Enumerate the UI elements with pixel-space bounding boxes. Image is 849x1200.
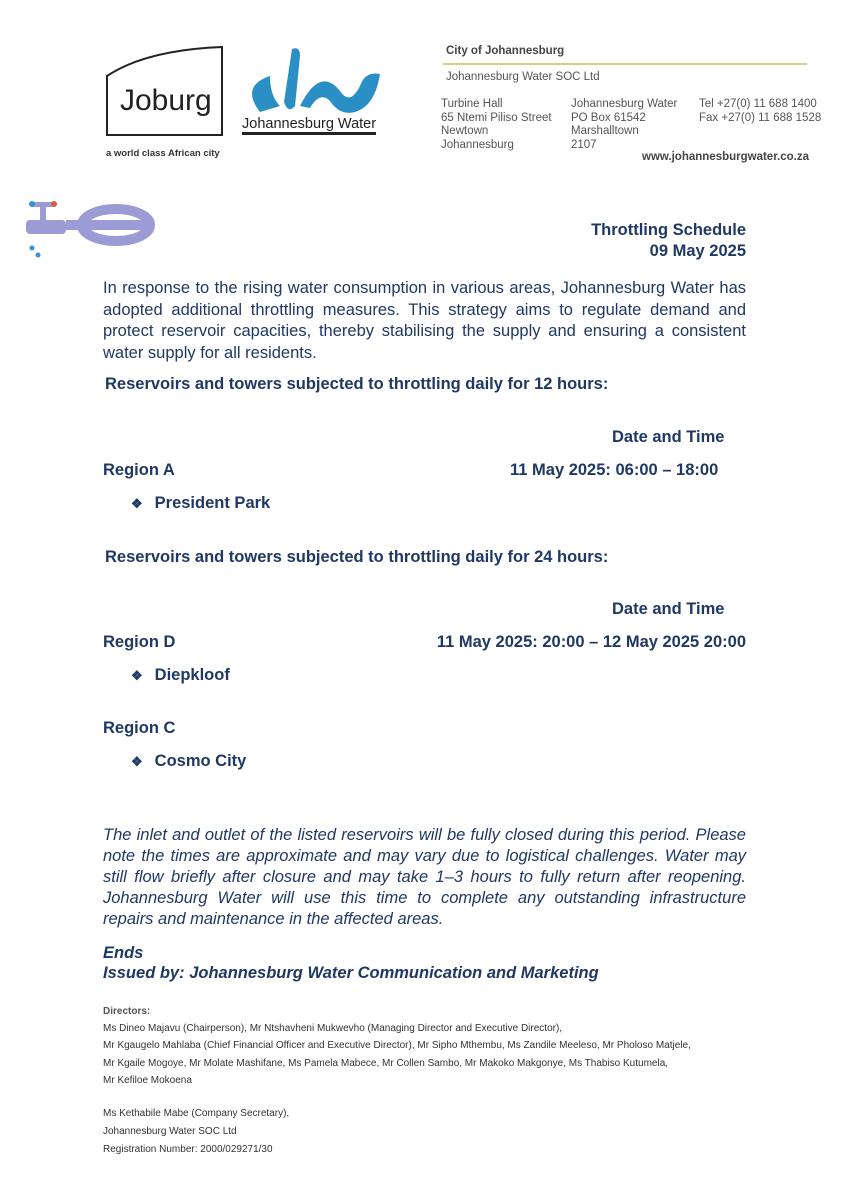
city-name: City of Johannesburg <box>446 45 565 57</box>
address-line: Johannesburg <box>441 138 514 151</box>
address-line: 65 Ntemi Piliso Street <box>441 111 552 124</box>
doc-date: 09 May 2025 <box>649 242 746 260</box>
secretary-line: Johannesburg Water SOC Ltd <box>103 1126 237 1137</box>
list-item <box>131 752 246 771</box>
bullet-icon: ❖ <box>131 668 143 683</box>
secretary-line: Ms Kethabile Mabe (Company Secretary), <box>103 1108 290 1119</box>
doc-title: Throttling Schedule <box>591 221 746 239</box>
joburg-logo <box>106 46 222 134</box>
reservoir-name: Cosmo City <box>154 752 247 770</box>
address-line: Johannesburg Water <box>571 98 678 110</box>
region-a-label: Region A <box>103 461 175 479</box>
joburg-logo-text: Joburg <box>120 84 212 117</box>
directors-line: Mr Kgaile Mogoye, Mr Molate Mashifane, Ms Pamela Mabece, Mr Collen Sambo, Mr Makoko Makgonye, Ms Thabiso Kutumela, <box>103 1057 669 1069</box>
address-line: 2107 <box>571 138 597 151</box>
date-time-label: Date and Time <box>612 600 725 618</box>
section-24h-heading: Reservoirs and towers subjected to throttling daily for 24 hours: <box>105 548 609 566</box>
reservoir-name: President Park <box>154 494 271 512</box>
ends-label: Ends <box>103 944 144 962</box>
jw-logo-text: Johannesburg Water <box>242 116 376 135</box>
reservoir-name: Diepkloof <box>154 666 230 684</box>
tel: Tel +27(0) 11 688 1400 <box>699 98 817 110</box>
region-c-label: Region C <box>103 719 176 737</box>
fax: Fax +27(0) 11 688 1528 <box>699 111 822 124</box>
company-name: Johannesburg Water SOC Ltd <box>446 71 600 83</box>
date-time-label: Date and Time <box>612 428 725 446</box>
registration-number: Registration Number: 2000/029271/30 <box>103 1144 273 1155</box>
directors-block <box>103 1003 691 1089</box>
address-line: Marshalltown <box>571 125 639 137</box>
address-line: Turbine Hall <box>441 98 503 110</box>
list-item <box>131 494 270 513</box>
intro-paragraph: In response to the rising water consumption in various areas, Johannesburg Water has adopted additional throttling measures. This strategy aims to regulate demand and protect reservoir capacities, thereby stabilising the supply and ensuring a consistent water supply for all residents. <box>103 279 746 362</box>
address-physical <box>441 98 552 152</box>
list-item <box>131 666 230 685</box>
address-line: PO Box 61542 <box>571 111 646 124</box>
address-line: Newtown <box>441 125 489 137</box>
bullet-icon: ❖ <box>131 496 143 511</box>
address-postal <box>571 98 677 152</box>
directors-line: Ms Dineo Majavu (Chairperson), Mr Ntshavheni Mukwevho (Managing Director and Executive Director), <box>103 1023 563 1035</box>
notice-paragraph: The inlet and outlet of the listed reservoirs will be fully closed during this period. Please note the times are approximate and may vary due to logistical challenges. Water may still flow briefly after closure and may take 1–3 hours to fully return after reopening. Johannesburg Water will use this time to complete any outstanding infrastructure repairs and maintenance in the affected areas. <box>103 826 746 928</box>
bullet-icon: ❖ <box>131 754 143 769</box>
joburg-tagline: a world class African city <box>106 148 220 159</box>
directors-label: Directors: <box>103 1006 151 1017</box>
contact <box>699 98 821 125</box>
region-a-time: 11 May 2025: 06:00 – 18:00 <box>510 461 719 479</box>
jw-logo <box>240 46 390 138</box>
section-12h-heading: Reservoirs and towers subjected to throttling daily for 12 hours: <box>105 375 609 393</box>
region-d-time: 11 May 2025: 20:00 – 12 May 2025 20:00 <box>436 633 746 651</box>
knotted-tap-icon <box>26 198 156 265</box>
jw-wave-icon <box>240 46 390 116</box>
directors-line: Mr Kgaugelo Mahlaba (Chief Financial Officer and Executive Director), Mr Sipho Mthembu, Ms Zandile Meeleso, Mr Pholoso Matjele, <box>103 1040 691 1052</box>
website[interactable]: www.johannesburgwater.co.za <box>642 151 809 163</box>
region-d-label: Region D <box>103 633 176 651</box>
directors-line: Mr Kefiloe Mokoena <box>103 1074 192 1086</box>
issued-by: Issued by: Johannesburg Water Communication and Marketing <box>103 964 599 982</box>
secretary-block <box>103 1105 289 1159</box>
header-divider <box>443 63 807 65</box>
